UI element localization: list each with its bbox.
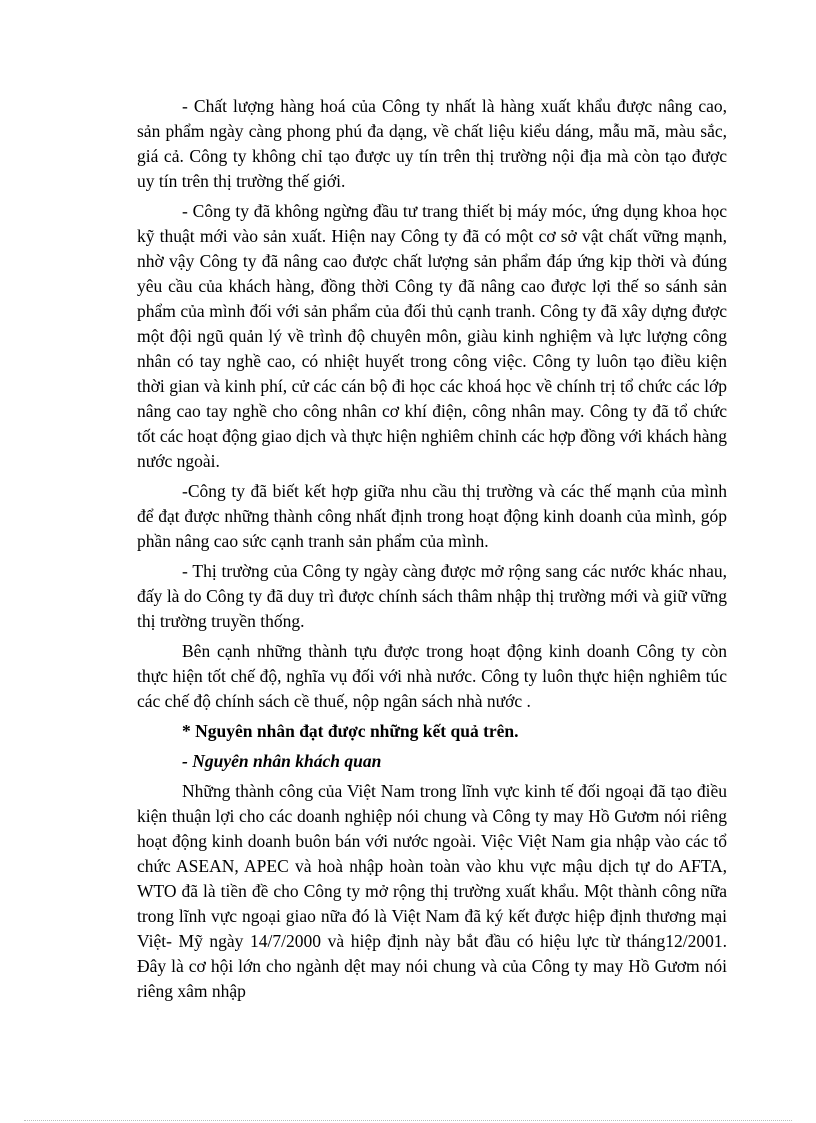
paragraph-market-expansion: - Thị trường của Công ty ngày càng được mở rộng sang các nước khác nhau, đấy là do Công ty đã duy trì được chính sách thâm nhập thị trường mới và giữ vững thị trường truyền thống. [137, 561, 727, 631]
paragraph-product-quality: - Chất lượng hàng hoá của Công ty nhất là hàng xuất khẩu được nâng cao, sản phẩm ngày càng phong phú đa dạng, về chất liệu kiểu dáng, mẫu mã, màu sắc, giá cả. Công ty không chỉ tạo được uy tín trên thị trường nội địa mà còn tạo được uy tín trên thị trường thế giới. [137, 96, 727, 191]
section-heading: * Nguyên nhân đạt được những kết quả trên. [182, 721, 519, 741]
document-page [137, 94, 727, 1009]
paragraph-state-obligations: Bên cạnh những thành tựu được trong hoạt động kinh doanh Công ty còn thực hiện tốt chế độ, nghĩa vụ đối với nhà nước. Công ty luôn thực hiện nghiêm túc các chế độ chính sách cề thuế, nộp ngân sách nhà nước . [137, 641, 727, 711]
page-bottom-divider [24, 1120, 792, 1121]
paragraph-investment: - Công ty đã không ngừng đầu tư trang thiết bị máy móc, ứng dụng khoa học kỹ thuật mới vào sản xuất. Hiện nay Công ty đã có một cơ sở vật chất vững mạnh, nhờ vậy Công ty đã nâng cao được chất lượng sản phẩm đáp ứng kịp thời và đúng yêu cầu của khách hàng, đồng thời Công ty đã nâng cao được lợi thế so sánh sản phẩm của mình đối với sản phẩm của đối thủ cạnh tranh. Công ty đã xây dựng được một đội ngũ quản lý về trình độ chuyên môn, giàu kinh nghiệm và lực lượng công nhân có tay nghề cao, có nhiệt huyết trong công việc. Công ty luôn tạo điều kiện thời gian và kinh phí, cử các cán bộ đi học các khoá học về chính trị tổ chức các lớp nâng cao tay nghề cho công nhân cơ khí điện, công nhân may. Công ty đã tổ chức tốt các hoạt động giao dịch và thực hiện nghiêm chỉnh các hợp đồng với khách hàng nước ngoài. [137, 201, 727, 471]
paragraph-market-combination: -Công ty đã biết kết hợp giữa nhu cầu thị trường và các thế mạnh của mình để đạt được những thành công nhất định trong hoạt động kinh doanh của mình, góp phần nâng cao sức cạnh tranh sản phẩm của mình. [137, 481, 727, 551]
paragraph-objective-causes: Những thành công của Việt Nam trong lĩnh vực kinh tế đối ngoại đã tạo điều kiện thuận lợi cho các doanh nghiệp nói chung và Công ty may Hồ Gươm nói riêng hoạt động kinh doanh buôn bán với nước ngoài. Việc Việt Nam gia nhập vào các tổ chức ASEAN, APEC và hoà nhập hoàn toàn vào khu vực mậu dịch tự do AFTA, WTO đã là tiền đề cho Công ty mở rộng thị trường xuất khẩu. Một thành công nữa trong lĩnh vực ngoại giao nữa đó là Việt Nam đã ký kết được hiệp định thương mại Việt- Mỹ ngày 14/7/2000 và hiệp định này bắt đầu có hiệu lực từ tháng12/2001. Đây là cơ hội lớn cho ngành dệt may nói chung và của Công ty may Hồ Gươm nói riêng xâm nhập [137, 781, 727, 1001]
section-subheading: - Nguyên nhân khách quan [182, 751, 382, 771]
